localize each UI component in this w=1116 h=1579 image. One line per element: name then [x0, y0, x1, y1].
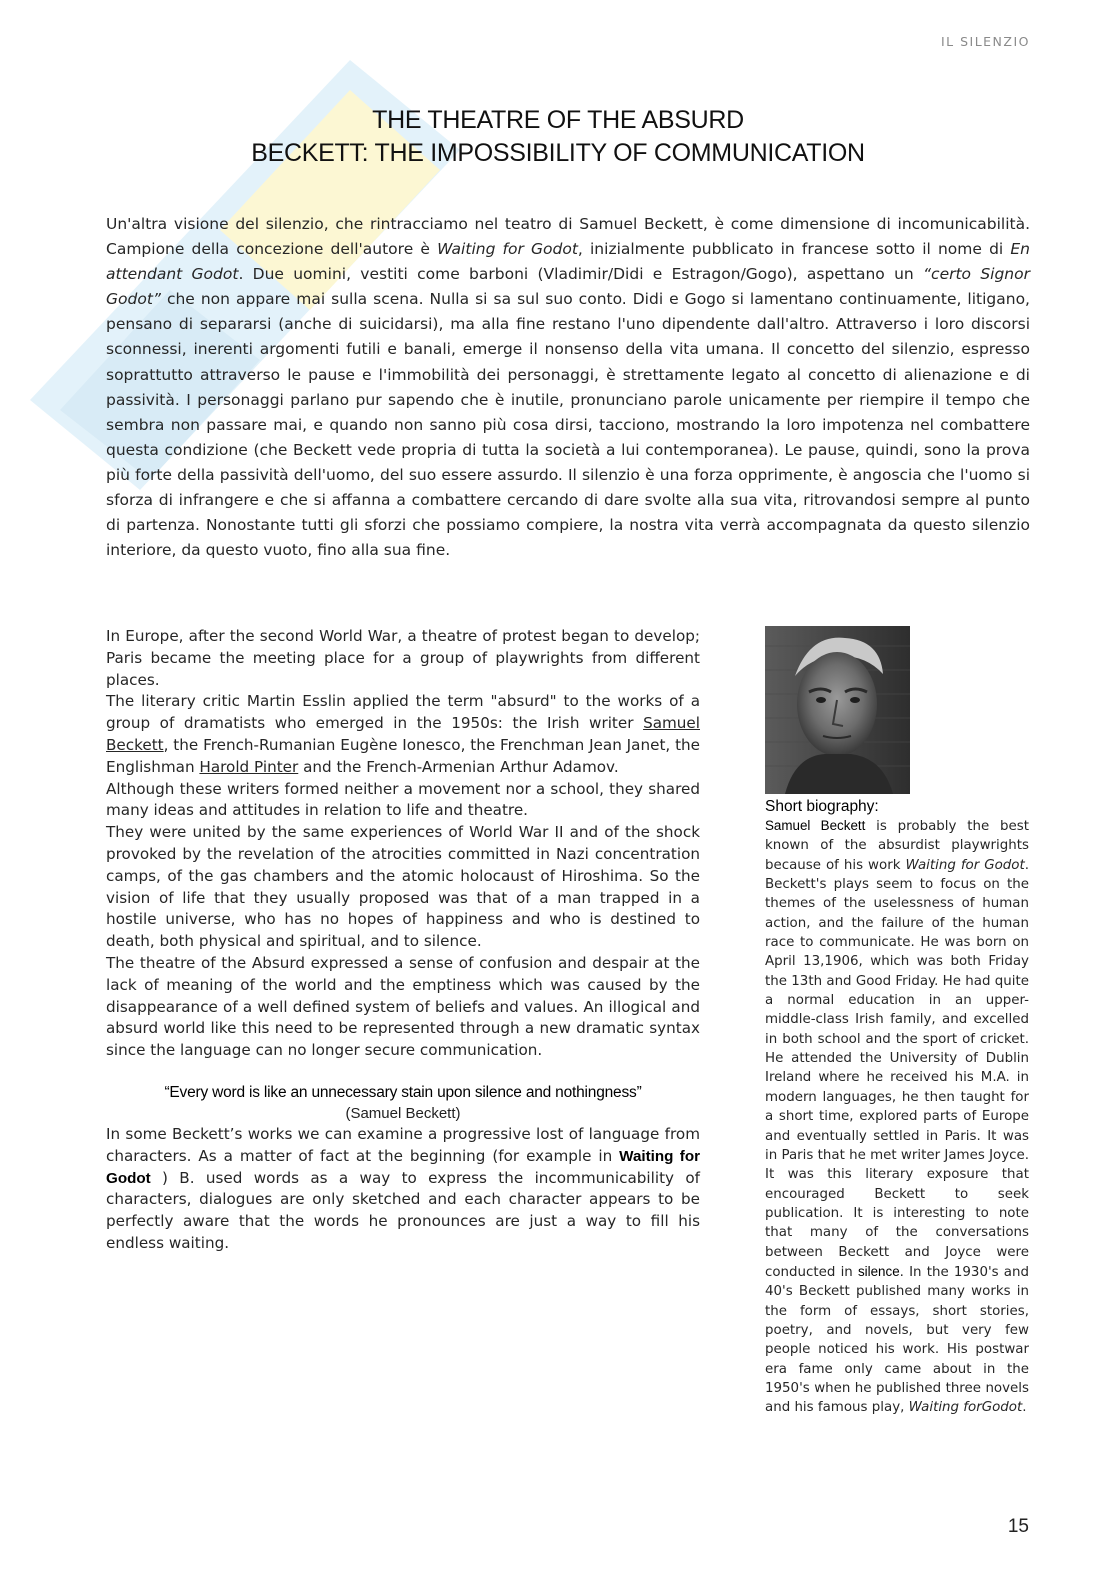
bio-title-godot: Waiting for Godot [905, 857, 1025, 873]
bio-name: Samuel Beckett [765, 818, 866, 833]
bio-text-part: is probably the best known of the absurdist playwrights because of his work [765, 819, 1029, 873]
body-paragraph [106, 1124, 700, 1255]
page-number: 15 [1007, 1516, 1029, 1537]
intro-quote-godot: “certo Signor Godot” [106, 265, 1030, 309]
intro-title-en-attendant: En attendant Godot [106, 240, 1030, 284]
body-paragraph: The theatre of the Absurd expressed a sense of confusion and despair at the lack of meaning of the world and the emptiness which was caused by the disappearance of a well defined system of beliefs and values. An illogical and absurd world like this need to be represented through a new dramatic syntax since the language can no longer secure communication. [106, 953, 700, 1060]
bio-heading: Short biography: [765, 798, 879, 815]
godot-title: Waiting for Godot [106, 1147, 701, 1187]
body-paragraph: Although these writers formed neither a movement nor a school, they shared many ideas and attitudes in relation to life and theatre. [106, 779, 700, 820]
bio-text-part: . [1022, 1400, 1027, 1416]
bio-silence: silence [857, 1263, 900, 1279]
intro-text: . Due uomini, vestiti come barboni (Vladimir/Didi e Estragon/Gogo), aspettano un [238, 265, 924, 284]
harold-pinter-link[interactable]: Harold Pinter [199, 757, 299, 776]
quote-author: (Samuel Beckett) [345, 1104, 461, 1122]
intro-title-godot: Waiting for Godot [437, 240, 578, 259]
body-text: ) B. used words as a way to express the incommunicability of characters, dialogues are only sketched and each character appears to be perfectly aware that the words he pronounces are just a way to fill his endless waiting. [106, 1168, 700, 1252]
intro-text: Un'altra visione del silenzio, che rintracciamo nel teatro di Samuel Beckett, è come dimensione di incomunicabilità. Campione della concezione dell'autore è [106, 215, 1030, 259]
title-line-2: BECKETT: THE IMPOSSIBILITY OF COMMUNICATION [251, 139, 865, 167]
body-paragraph: They were united by the same experiences of World War II and of the shock provoked by the revelation of the atrocities committed in Nazi concentration camps, of the gas chambers and the atomic holocaust of Hiroshima. So the vision of life that they usually proposed was that of a man trapped in a hostile universe, who has no hopes of happiness and who is destined to death, both physical and spiritual, and to silence. [106, 823, 700, 951]
beckett-portrait-photo [765, 626, 910, 794]
intro-paragraph [106, 212, 1030, 563]
intro-text: , inizialmente pubblicato in francese sotto il nome di [577, 240, 1011, 259]
intro-text: che non appare mai sulla scena. Nulla si sa sul suo conto. Didi e Gogo si lamentano continuamente, litigano, pensano di separarsi (anche di suicidarsi), ma alla fine restano l'uno dipendente dall'altro. Attraverso i loro discorsi sconnessi, inerenti argomenti futili e banali, emerge il nonsenso della vita umana. Il concetto del silenzio, espresso soprattutto attraverso le pause e l'immobilità dei personaggi, è strettamente legato al concetto di alienazione e di passività. I personaggi parlano pur sapendo che è inutile, pronunciano parole unicamente per riempire il tempo che sembra non passare mai, e quando non sanno più cosa dirsi, tacciono, mostrando la loro impotenza nel combattere questa condizione (che Beckett vede propria di tutta la società a lui contemporanea). Le pause, quindi, sono la prova più forte della passività dell'uomo, del suo essere assurdo. Il silenzio è una forza opprimente, è angoscia che l'uomo si sforza di infrangere e che si affanna a combattere cercando di dare svolte alla sua vita, ritrovandosi sempre al punto di partenza. Nonostante tutti gli sforzi che possiamo compiere, la nostra vita verrà accompagnata da questo silenzio interiore, da questo vuoto, fino alla sua fine. [106, 290, 1030, 560]
main-column [106, 626, 700, 1255]
bio-text [765, 816, 1029, 1418]
body-paragraph: In Europe, after the second World War, a theatre of protest began to develop; Paris became the meeting place for a group of playwrights from different places. [106, 627, 700, 689]
body-text: , the French-Rumanian Eugène Ionesco, the Frenchman Jean Janet, the Englishman [106, 735, 700, 776]
body-paragraph [106, 691, 700, 778]
bio-text-part: . In the 1930's and 40's Beckett published many works in the form of essays, short stories, poetry, and novels, but very few people noticed his work. His postwar era fame only came about in the 1950's when he published three novels and his famous play, [765, 1264, 1029, 1416]
running-header: IL SILENZIO [940, 34, 1030, 49]
body-text: In some Beckett’s works we can examine a progressive lost of language from characters. As a matter of fact at the beginning (for example in [106, 1124, 700, 1165]
body-text: and the French-Armenian Arthur Adamov. [298, 757, 619, 776]
title-line-1: THE THEATRE OF THE ABSURD [372, 106, 744, 134]
samuel-beckett-link[interactable]: Samuel Beckett [106, 714, 700, 754]
short-biography [765, 797, 1029, 1418]
body-text: The literary critic Martin Esslin applied the term "absurd" to the works of a group of dramatists who emerged in the 1950s: the Irish writer [106, 692, 700, 733]
bio-title-godot-2: Waiting forGodot [908, 1400, 1023, 1416]
page-title [0, 104, 1116, 170]
beckett-quote: “Every word is like an unnecessary stain upon silence and nothingness” [164, 1083, 642, 1101]
bio-text-part: . Beckett's plays seem to focus on the themes of the uselessness of human action, and the failure of the human race to communicate. He was born on April 13,1906, which was both Friday the 13th and Good Friday. He had quite a normal education in an upper-middle-class Irish family, and excelled in both school and the sport of cricket. He attended the University of Dublin Ireland where he received his M.A. in modern languages, he then taught for a short time, explored parts of Europe and eventually settled in Paris. It was in Paris that he met writer James Joyce. It was this literary exposure that encouraged Beckett to seek publication. It is interesting to note that many of the conversations between Beckett and Joyce were conducted in [765, 857, 1030, 1280]
